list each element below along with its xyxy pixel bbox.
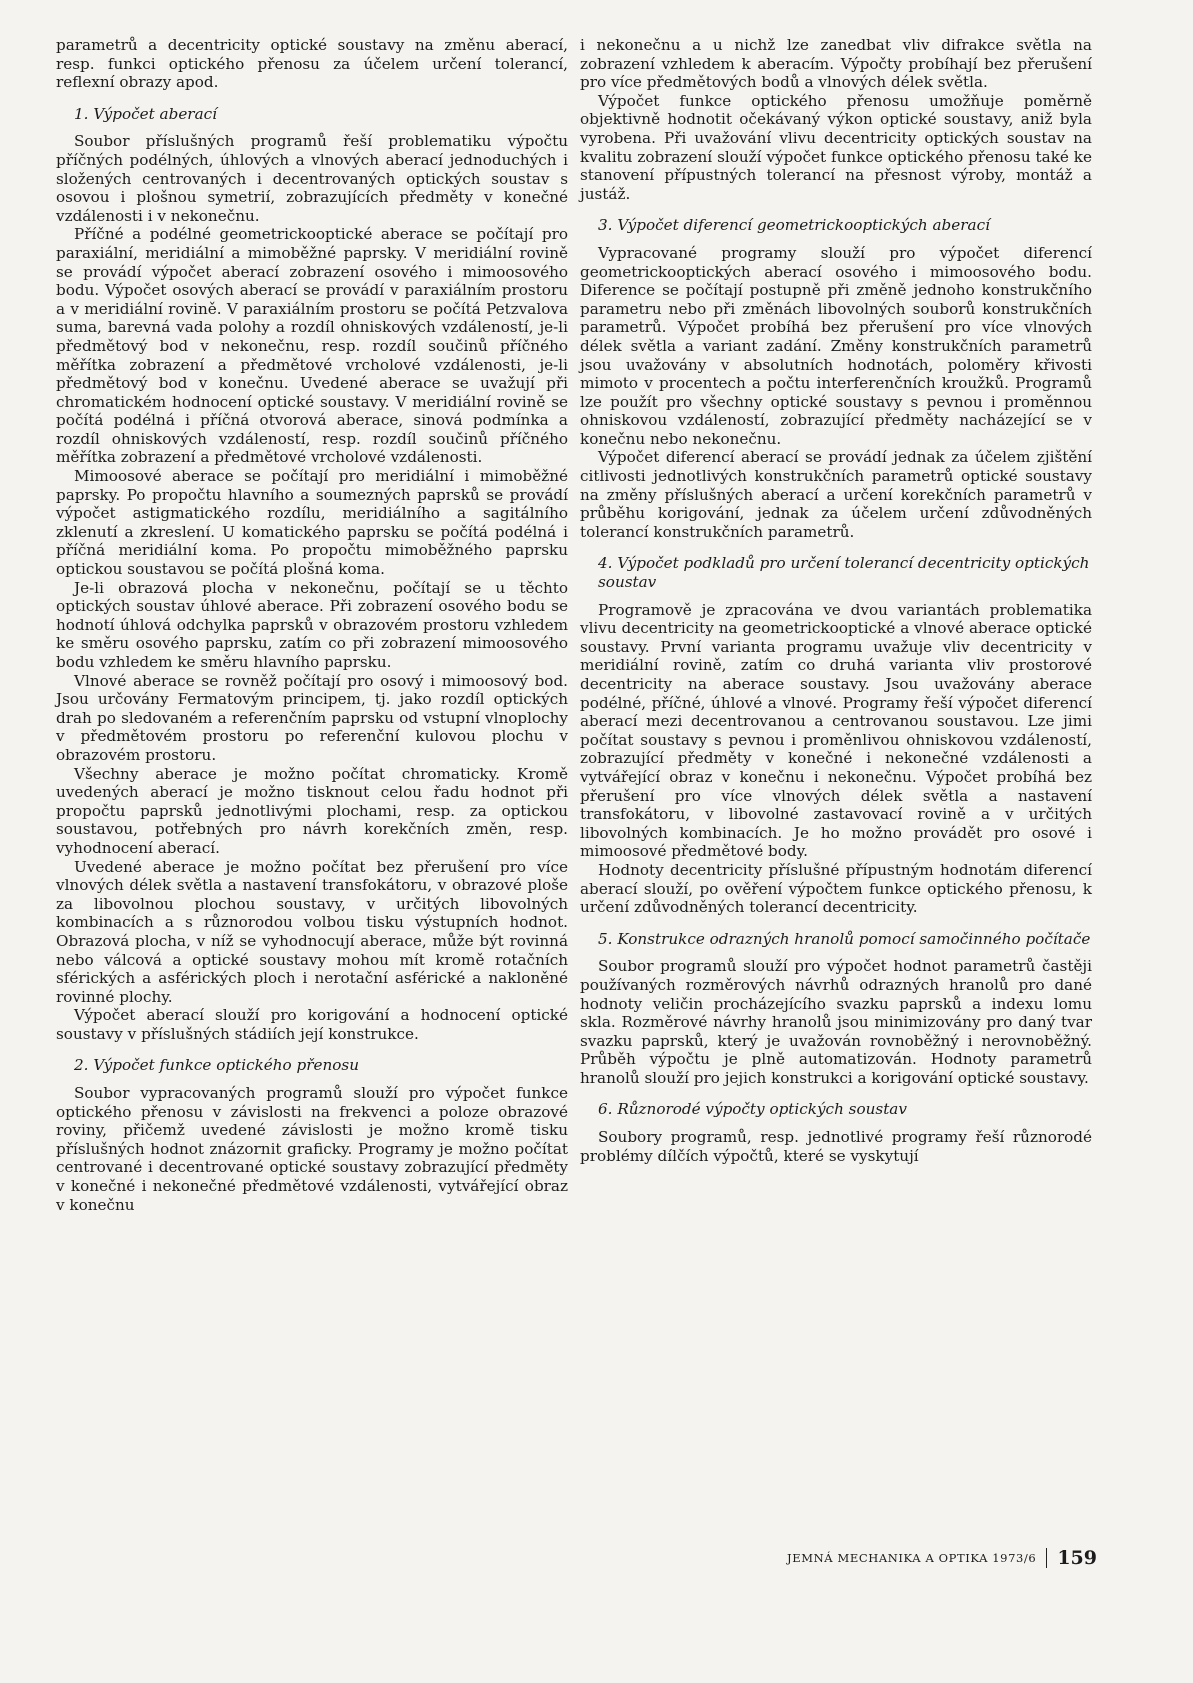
section-heading: 1. Výpočet aberací xyxy=(74,104,217,123)
page-footer xyxy=(787,1547,1097,1569)
section-heading: 6. Různorodé výpočty optických soustav xyxy=(598,1100,907,1119)
paragraph: Soubor programů slouží pro výpočet hodnot parametrů častěji používaných rozměrových návrhů odrazných hranolů pro dané hodnoty veličin procházejícího svazku paprsků a indexu lomu skla. Rozměrové návrhy hranolů jsou minimizovány pro daný tvar svazku paprsků, který je uvažován rovnoběžný i nerovnoběžný. Průběh výpočtu je plně automatizován. Hodnoty parametrů hranolů slouží pro jejich konstrukci a korigování optické soustavy. xyxy=(580,957,1092,1087)
journal-title: JEMNÁ MECHANIKA A OPTIKA 1973/6 xyxy=(787,1551,1037,1565)
paragraph: Výpočet diferencí aberací se provádí jednak za účelem zjištění citlivosti jednotlivých konstrukčních parametrů optické soustavy na změny příslušných aberací a určení korekčních parametrů v průběhu korigování, jednak za účelem určení zdůvodněných tolerancí konstrukčních parametrů. xyxy=(580,448,1092,541)
section-heading: 3. Výpočet diferencí geometrickooptických aberací xyxy=(598,216,990,235)
paragraph: Uvedené aberace je možno počítat bez přerušení pro více vlnových délek světla a nastavení transfokátoru, v obrazové ploše za libovolnou plochou soustavy, v určitých libovolných kombinacích a s různorodou volbou tisku výstupních hodnot. Obrazová plocha, v níž se vyhodnocují aberace, může být rovinná nebo válcová a optické soustavy mohou mít kromě rotačních sférických a asférických ploch i nerotační asférické a nakloněné rovinné plochy. xyxy=(56,857,568,1006)
paragraph: Výpočet aberací slouží pro korigování a hodnocení optické soustavy v příslušných stádiích její konstrukce. xyxy=(56,1006,568,1043)
paragraph: parametrů a decentricity optické soustavy na změnu aberací, resp. funkci optického přenosu za účelem určení tolerancí, reflexní obrazy apod. xyxy=(56,36,568,92)
paragraph: Je-li obrazová plocha v nekonečnu, počítají se u těchto optických soustav úhlové aberace. Při zobrazení osového bodu se hodnotí úhlová odchylka paprsků v obrazovém prostoru vzhledem ke směru osového paprsku, zatím co při zobrazení mimoosového bodu vzhledem ke směru hlavního paprsku. xyxy=(56,578,568,671)
paragraph: Soubor vypracovaných programů slouží pro výpočet funkce optického přenosu v závislosti na frekvenci a poloze obrazové roviny, přičemž uvedené závislosti je možno kromě tisku příslušných hodnot znázornit graficky. Programy je možno počítat centrované i decentrované optické soustavy zobrazující předměty v konečné i nekonečné předmětové vzdálenosti, vytvářející obraz v konečnu xyxy=(56,1084,568,1214)
paragraph: Mimoosové aberace se počítají pro meridiální i mimoběžné paprsky. Po propočtu hlavního a soumezných paprsků se provádí výpočet astigmatického rozdílu, meridiálního a sagitálního zklenutí a zkreslení. U komatického paprsku se počítá podélná i příčná meridiální koma. Po propočtu mimoběžného paprsku optickou soustavou se počítá plošná koma. xyxy=(56,467,568,579)
footer-divider xyxy=(1046,1548,1047,1568)
paragraph: i nekonečnu a u nichž lze zanedbat vliv difrakce světla na zobrazení vzhledem k aberacím. Výpočty probíhají bez přerušení pro více předmětových bodů a vlnových délek světla. xyxy=(580,36,1092,92)
right-column xyxy=(580,36,1092,1165)
paragraph: Výpočet funkce optického přenosu umožňuje poměrně objektivně hodnotit očekávaný výkon optické soustavy, aniž byla vyrobena. Při uvažování vlivu decentricity optických soustav na kvalitu zobrazení slouží výpočet funkce optického přenosu také ke stanovení přípustných tolerancí na přesnost výroby, montáž a justáž. xyxy=(580,91,1092,203)
paragraph: Soubor příslušných programů řeší problematiku výpočtu příčných podélných, úhlových a vlnových aberací jednoduchých i složených centrovaných i decentrovaných optických soustav s osovou i plošnou symetrií, zobrazujících předměty v konečné vzdálenosti i v nekonečnu. xyxy=(56,132,568,225)
section-heading: 5. Konstrukce odrazných hranolů pomocí samočinného počítače xyxy=(598,929,1091,948)
paragraph: Příčné a podélné geometrickooptické aberace se počítají pro paraxiální, meridiální a mimoběžné paprsky. V meridiální rovině se provádí výpočet aberací zobrazení osového i mimoosového bodu. Výpočet osových aberací se provádí v paraxiálním prostoru a v meridiální rovině. V paraxiálním prostoru se počítá Petzvalova suma, barevná vada polohy a rozdíl ohniskových vzdáleností, je-li předmětový bod v nekonečnu, resp. rozdíl součinů příčného měřítka zobrazení a předmětové vrcholové vzdálenosti, je-li předmětový bod v konečnu. Uvedené aberace se uvažují při chromatickém hodnocení optické soustavy. V meridiální rovině se počítá podélná i příčná otvorová aberace, sinová podmínka a rozdíl ohniskových vzdáleností, resp. rozdíl součinů příčného měřítka zobrazení a předmětové vrcholové vzdálenosti. xyxy=(56,225,568,467)
section-heading: 4. Výpočet podkladů pro určení tolerancí decentricity optických soustav xyxy=(598,554,1090,592)
paragraph: Vlnové aberace se rovněž počítají pro osový i mimoosový bod. Jsou určovány Fermatovým principem, tj. jako rozdíl optických drah po sledovaném a referenčním paprsku od vstupní vlnoplochy v předmětovém prostoru po referenční kulovou plochu v obrazovém prostoru. xyxy=(56,671,568,764)
paragraph: Hodnoty decentricity příslušné přípustným hodnotám diferencí aberací slouží, po ověření výpočtem funkce optického přenosu, k určení zdůvodněných tolerancí decentricity. xyxy=(580,860,1092,917)
paragraph: Všechny aberace je možno počítat chromaticky. Kromě uvedených aberací je možno tisknout celou řadu hodnot při propočtu paprsků jednotlivými plochami, resp. za optickou soustavou, potřebných pro návrh korekčních změn, resp. vyhodnocení aberací. xyxy=(56,764,568,857)
paragraph: Vypracované programy slouží pro výpočet diferencí geometrickooptických aberací osového i mimoosového bodu. Diference se počítají postupně při změně jednoho konstrukčního parametru nebo při změnách libovolných souborů konstrukčních parametrů. Výpočet probíhá bez přerušení pro více vlnových délek světla a variant zadání. Změny konstrukčních parametrů jsou uvažovány v absolutních hodnotách, poloměry křivosti mimoto v procentech a počtu interferenčních kroužků. Programů lze použít pro všechny optické soustavy s pevnou i proměnnou ohniskovou vzdáleností, zobrazující předměty nacházející se v konečnu nebo nekonečnu. xyxy=(580,243,1092,448)
left-column xyxy=(56,36,568,1214)
paragraph: Programově je zpracována ve dvou variantách problematika vlivu decentricity na geometrickooptické a vlnové aberace optické soustavy. První varianta programu uvažuje vliv decentricity v meridiální rovině, zatím co druhá varianta vliv prostorové decentricity na aberace soustavy. Jsou uvažovány aberace podélné, příčné, úhlové a vlnové. Programy řeší výpočet diferencí aberací mezi decentrovanou a centrovanou soustavou. Lze jimi počítat soustavy s pevnou i proměnlivou ohniskovou vzdáleností, zobrazující předměty v konečné i nekonečné vzdálenosti a vytvářející obraz v konečnu i nekonečnu. Výpočet probíhá bez přerušení pro více vlnových délek světla a nastavení transfokátoru, v libovolné zastavovací rovině a v určitých libovolných kombinacích. Je ho možno provádět pro osové i mimoosové předmětové body. xyxy=(580,600,1092,861)
paragraph: Soubory programů, resp. jednotlivé programy řeší různorodé problémy dílčích výpočtů, které se vyskytují xyxy=(580,1128,1092,1165)
page-number: 159 xyxy=(1057,1547,1097,1569)
section-heading: 2. Výpočet funkce optického přenosu xyxy=(74,1056,359,1075)
